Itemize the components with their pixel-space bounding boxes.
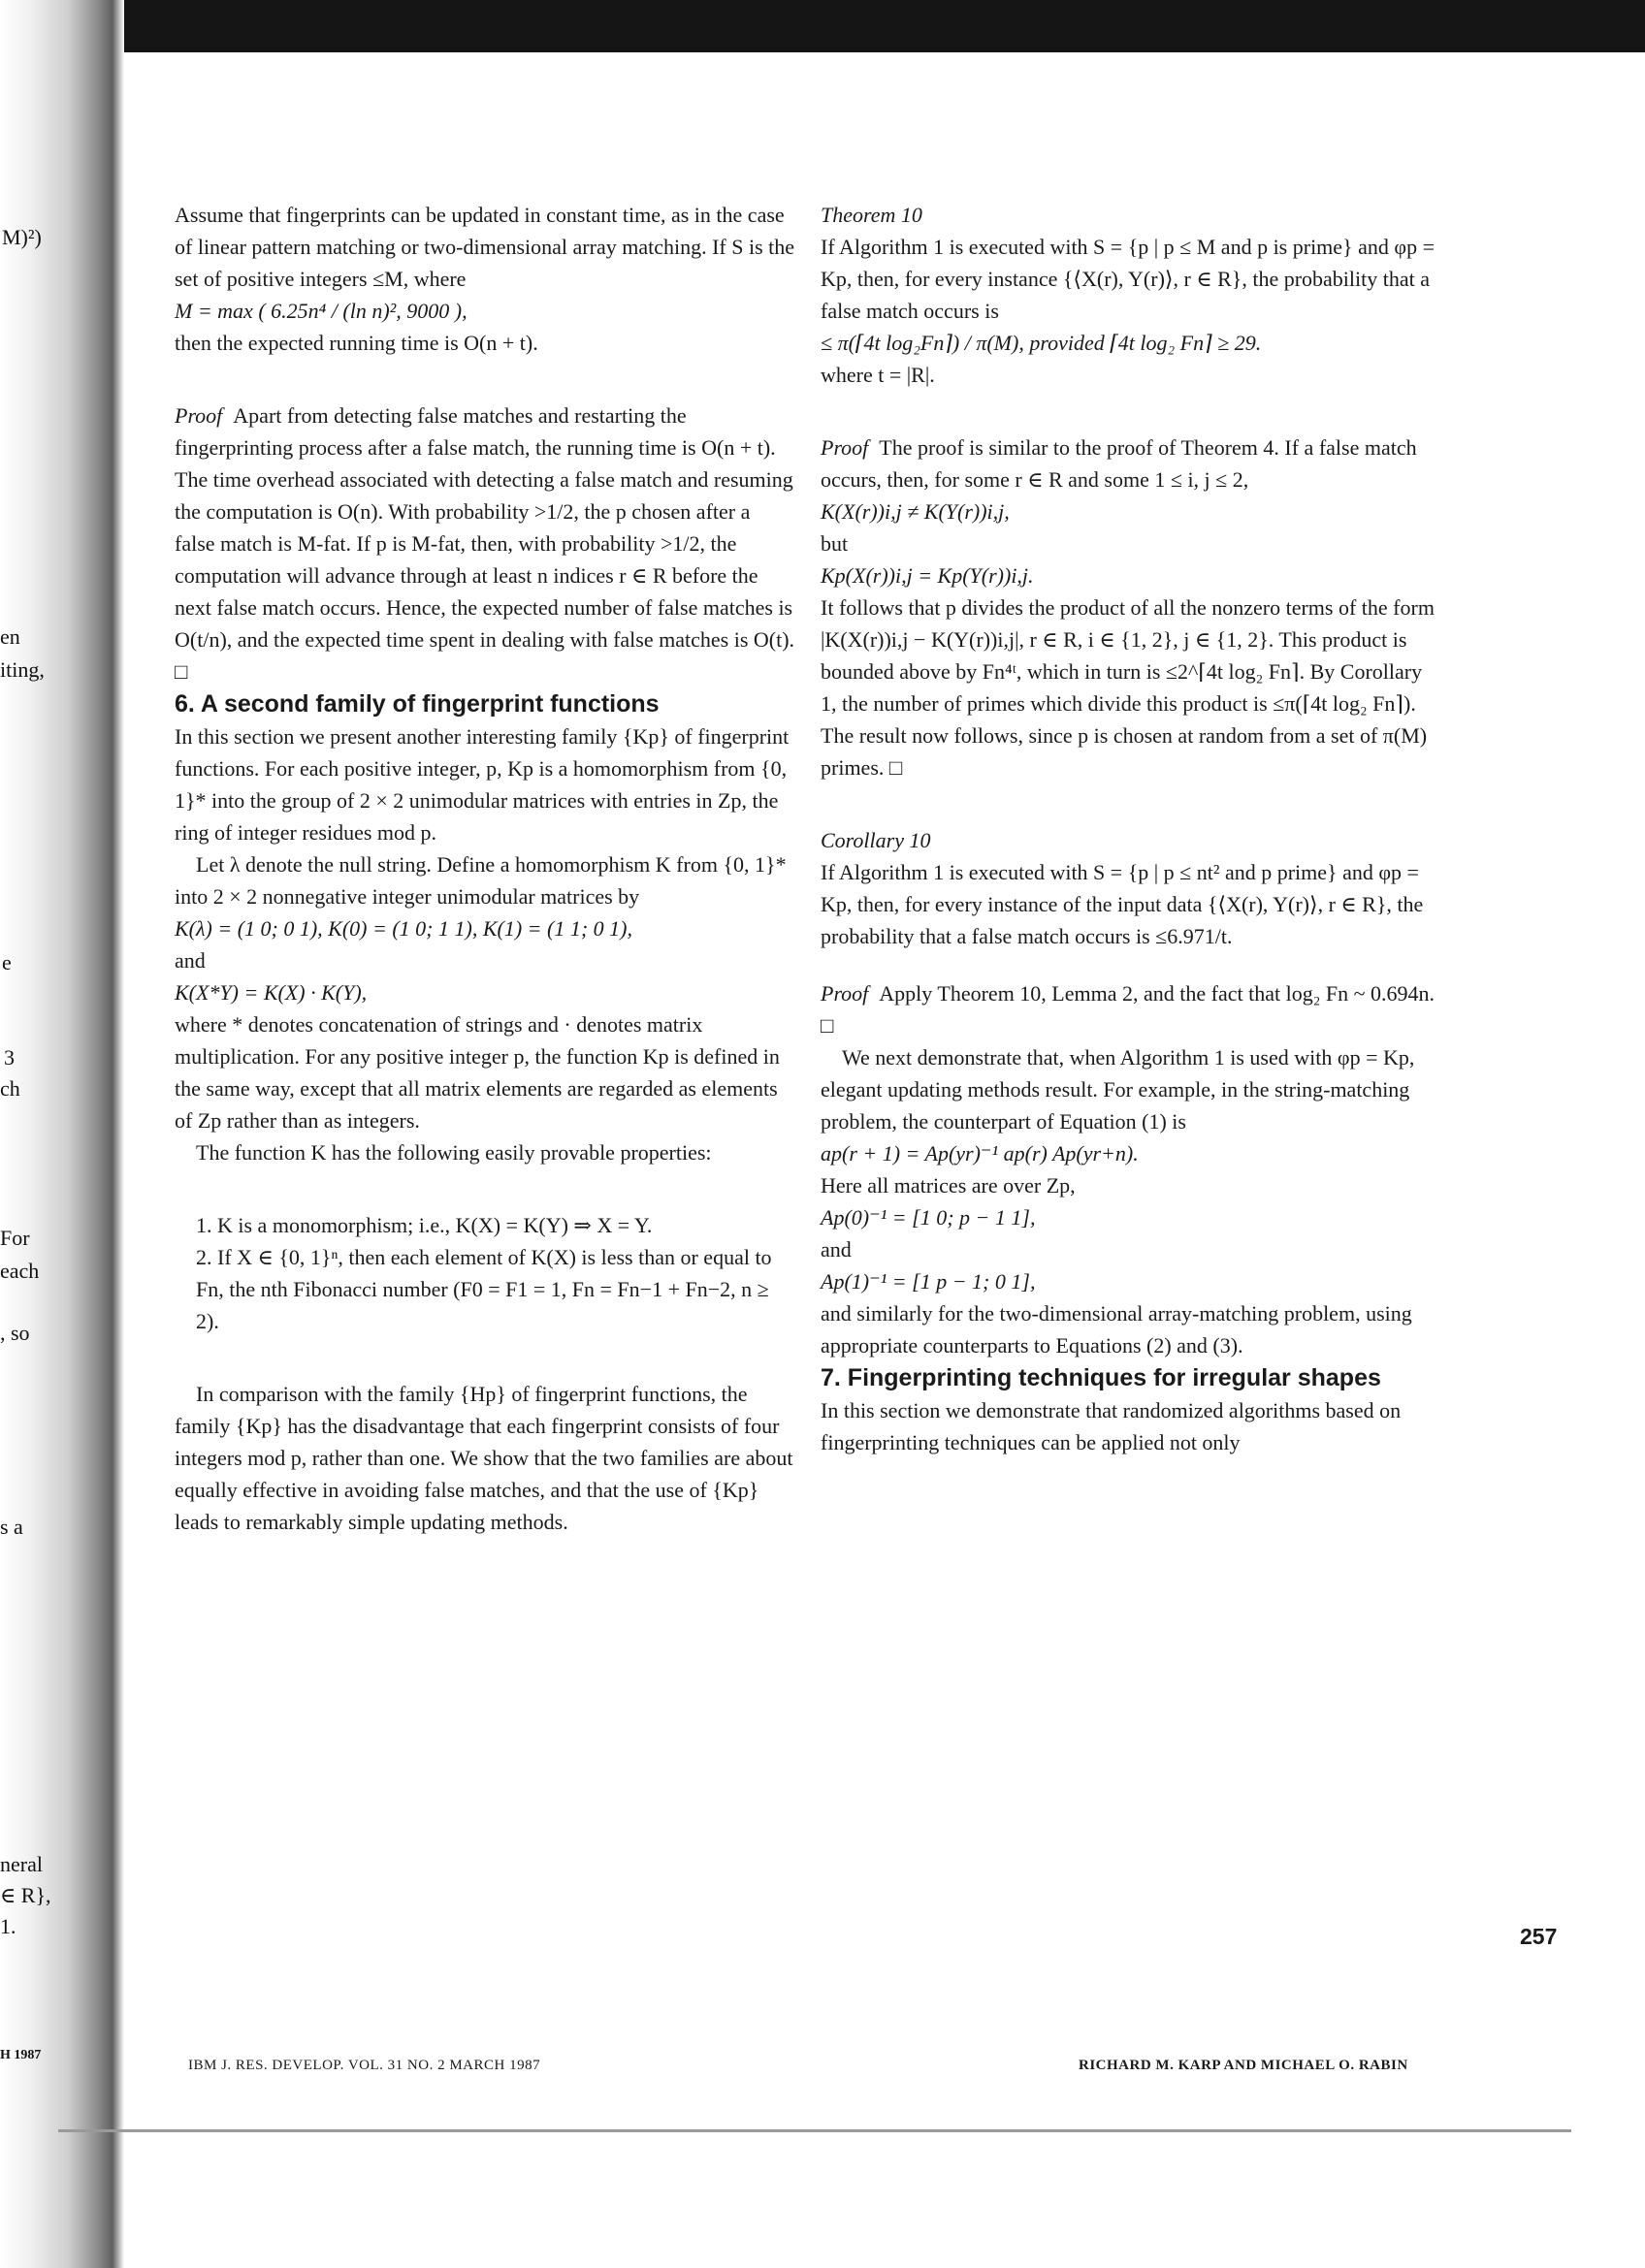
paragraph: where t = |R|. xyxy=(821,363,935,387)
paragraph: In this section we present another interesting family {Kp} of fingerprint functions. For each positive integer, p, Kp is a homomorphism from {0, 1}* into the group of 2 × 2 unimodular matrices with entries in Zp, the ring of integer residues mod p. xyxy=(175,724,790,845)
paragraph: and similarly for the two-dimensional array-matching problem, using appropriate counterparts to Equations (2) and (3). xyxy=(821,1301,1412,1358)
edge-fragment: 3 xyxy=(4,1045,15,1070)
edge-fragment: each xyxy=(0,1259,40,1283)
scan-top-bar xyxy=(0,0,1645,52)
authors-footer: RICHARD M. KARP AND MICHAEL O. RABIN xyxy=(1079,2058,1408,2073)
left-column xyxy=(175,199,795,1538)
equation-concat: K(X*Y) = K(X) · K(Y), xyxy=(175,980,368,1005)
right-column xyxy=(821,199,1441,1458)
paragraph: Here all matrices are over Zp, xyxy=(821,1173,1076,1198)
properties-list xyxy=(175,1209,795,1337)
paragraph: The function K has the following easily provable properties: xyxy=(196,1140,712,1165)
equation-A0: Ap(0)⁻¹ = [1 0; p − 1 1], xyxy=(821,1205,1036,1230)
paragraph: but xyxy=(821,531,849,556)
section-heading: 7. Fingerprinting techniques for irregular shapes xyxy=(821,1364,1381,1391)
paragraph: In this section we demonstrate that randomized algorithms based on fingerprinting techniques can be applied not only xyxy=(821,1398,1402,1454)
theorem-text: If Algorithm 1 is executed with S = {p | p ≤ M and p is prime} and φp = Kp, then, for every instance {⟨X(r), Y(r)⟩, r ∈ R}, the probability that a false match occurs is xyxy=(821,235,1435,323)
theorem-label: Theorem 10 xyxy=(821,203,922,227)
edge-fragment: M)²) xyxy=(2,225,42,249)
paragraph: It follows that p divides the product of all the nonzero terms of the form |K(X(r))i,j − K(Y(r))i,j|, r ∈ R, i ∈ {1, 2}, j ∈ {1, 2}. This product is bounded above by Fn⁴ᵗ, which in turn is ≤2^⌈4t log₂ Fn⌉. By Corollary 1, the number of primes which divide this product is ≤π(⌈4t log₂ Fn⌉). The result now follows, since p is chosen at random from a set of π(M) primes. □ xyxy=(821,595,1435,780)
edge-fragment: e xyxy=(2,950,12,974)
equation-A1: Ap(1)⁻¹ = [1 p − 1; 0 1], xyxy=(821,1269,1036,1294)
corollary-text: If Algorithm 1 is executed with S = {p | p ≤ nt² and p prime} and φp = Kp, then, for every instance of the input data {⟨X(r), Y(r)⟩, r ∈ R}, the probability that a false match occurs is ≤6.971/t. xyxy=(821,860,1424,948)
proof-paragraph xyxy=(175,399,795,687)
paragraph: In comparison with the family {Hp} of fingerprint functions, the family {Kp} has the disadvantage that each fingerprint consists of four integers mod p, rather than one. We show that the two families are about equally effective in avoiding false matches, and that the use of {Kp} leads to remarkably simple updating methods. xyxy=(175,1382,793,1534)
paragraph: and xyxy=(175,948,206,973)
list-item: 1. K is a monomorphism; i.e., K(X) = K(Y) ⇒ X = Y. xyxy=(196,1213,653,1237)
proof-label: Proof xyxy=(175,403,223,428)
paragraph: then the expected running time is O(n + t). xyxy=(175,331,538,355)
edge-fragment: neral xyxy=(0,1852,43,1876)
edge-fragment: ch xyxy=(0,1076,20,1101)
book-spine-shadow xyxy=(0,0,124,2268)
edge-fragment: , so xyxy=(0,1321,30,1345)
edge-fragment: iting, xyxy=(0,657,45,682)
paragraph: We next demonstrate that, when Algorithm 1 is used with φp = Kp, elegant updating methods result. For example, in the string-matching problem, the counterpart of Equation (1) is xyxy=(821,1045,1415,1134)
edge-fragment: ∈ R}, xyxy=(0,1883,51,1907)
equation-matrices: K(λ) = (1 0; 0 1), K(0) = (1 0; 1 1), K(1) = (1 1; 0 1), xyxy=(175,916,632,941)
proof-paragraph xyxy=(821,977,1441,1041)
edge-fragment: H 1987 xyxy=(0,2048,42,2062)
paragraph: and xyxy=(821,1237,852,1262)
paragraph: Assume that fingerprints can be updated in constant time, as in the case of linear pattern matching or two-dimensional array matching. If S is the set of positive integers ≤M, where xyxy=(175,203,795,291)
proof-text: Apart from detecting false matches and restarting the fingerprinting process after a false match, the running time is O(n + t). The time overhead associated with detecting a false match and resuming the computation is O(n). With probability >1/2, the p chosen after a false match is M-fat. If p is M-fat, then, with probability >1/2, the computation will advance through at least n indices r ∈ R before the next false match occurs. Hence, the expected number of false matches is O(t/n), and the expected time spent in dealing with false matches is O(t). □ xyxy=(175,403,795,684)
edge-fragment: 1. xyxy=(0,1914,16,1938)
journal-footer: IBM J. RES. DEVELOP. VOL. 31 NO. 2 MARCH 1987 xyxy=(188,2058,541,2073)
equation-inequality: K(X(r))i,j ≠ K(Y(r))i,j, xyxy=(821,499,1010,524)
list-item: 2. If X ∈ {0, 1}ⁿ, then each element of K(X) is less than or equal to Fn, the nth Fibonacci number (F0 = F1 = 1, Fn = Fn−1 + Fn−2, n ≥ 2). xyxy=(196,1245,772,1333)
proof-text: Apply Theorem 10, Lemma 2, and the fact that log₂ Fn ~ 0.694n. □ xyxy=(821,981,1435,1038)
proof-text: The proof is similar to the proof of Theorem 4. If a false match occurs, then, for some r ∈ R and some 1 ≤ i, j ≤ 2, xyxy=(821,435,1417,492)
equation-probability: ≤ π(⌈4t log₂Fn⌉) / π(M), provided ⌈4t log₂ Fn⌉ ≥ 29. xyxy=(821,331,1262,355)
edge-fragment: en xyxy=(0,624,20,649)
equation-M: M = max ( 6.25n⁴ / (ln n)², 9000 ), xyxy=(175,299,468,323)
proof-paragraph xyxy=(821,431,1441,495)
bottom-scan-rule xyxy=(58,2129,1571,2132)
equation-update: ap(r + 1) = Ap(yr)⁻¹ ap(r) Ap(yr+n). xyxy=(821,1141,1139,1166)
edge-fragment: For xyxy=(0,1226,30,1250)
proof-label: Proof xyxy=(821,981,869,1006)
corollary-label: Corollary 10 xyxy=(821,828,931,852)
page-number: 257 xyxy=(1520,1924,1558,1949)
paragraph: where * denotes concatenation of strings and · denotes matrix multiplication. For any positive integer p, the function Kp is defined in the same way, except that all matrix elements are regarded as elements of Zp rather than as integers. xyxy=(175,1012,780,1133)
proof-label: Proof xyxy=(821,435,869,460)
equation-equality: Kp(X(r))i,j = Kp(Y(r))i,j. xyxy=(821,563,1034,588)
section-heading: 6. A second family of fingerprint functions xyxy=(175,690,660,718)
paragraph: Let λ denote the null string. Define a homomorphism K from {0, 1}* into 2 × 2 nonnegative integer unimodular matrices by xyxy=(175,852,787,909)
edge-fragment: s a xyxy=(0,1515,23,1539)
